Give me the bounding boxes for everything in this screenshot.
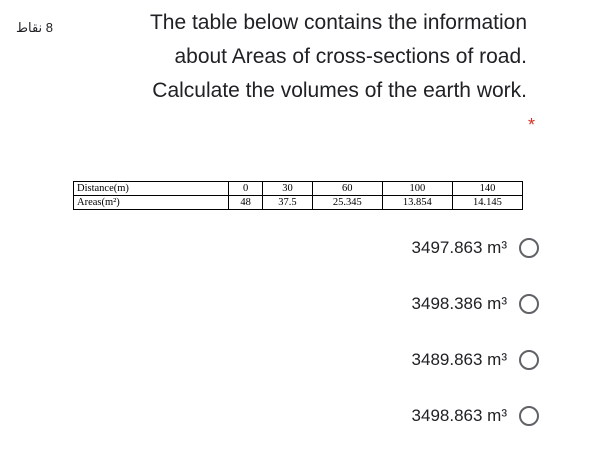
table-cell: 13.854 bbox=[382, 196, 452, 210]
option-label: 3497.863 m³ bbox=[411, 238, 507, 257]
option-label: 3498.863 m³ bbox=[411, 406, 507, 425]
answer-option-4[interactable] bbox=[412, 402, 539, 430]
option-label: 3498.386 m³ bbox=[411, 294, 507, 313]
radio-button[interactable] bbox=[519, 294, 539, 314]
table-cell: 60 bbox=[312, 182, 382, 196]
radio-button[interactable] bbox=[519, 406, 539, 426]
table-cell: 140 bbox=[452, 182, 522, 196]
table-cell: 48 bbox=[229, 196, 263, 210]
points-label: 8 نقاط bbox=[16, 20, 54, 35]
table-cell: 14.145 bbox=[452, 196, 522, 210]
table-cell: 30 bbox=[263, 182, 313, 196]
table-cell: 0 bbox=[229, 182, 263, 196]
data-table bbox=[73, 181, 523, 210]
radio-button[interactable] bbox=[519, 350, 539, 370]
table-cell: 100 bbox=[382, 182, 452, 196]
table-cell: 37.5 bbox=[263, 196, 313, 210]
question-text-line-1: The table below contains the information bbox=[149, 11, 527, 34]
option-label: 3489.863 m³ bbox=[411, 350, 507, 369]
row-label: Areas(m²) bbox=[74, 196, 229, 210]
answer-option-2[interactable] bbox=[412, 290, 539, 318]
required-asterisk: * bbox=[527, 115, 535, 135]
question-text-line-3: Calculate the volumes of the earth work. bbox=[152, 79, 527, 102]
row-label: Distance(m) bbox=[74, 182, 229, 196]
question-text-line-2: about Areas of cross-sections of road. bbox=[174, 45, 527, 68]
table-row-distance bbox=[74, 182, 523, 196]
table-cell: 25.345 bbox=[312, 196, 382, 210]
radio-button[interactable] bbox=[519, 238, 539, 258]
answer-option-1[interactable] bbox=[412, 234, 539, 262]
table-row-areas bbox=[74, 196, 523, 210]
answer-option-3[interactable] bbox=[412, 346, 539, 374]
